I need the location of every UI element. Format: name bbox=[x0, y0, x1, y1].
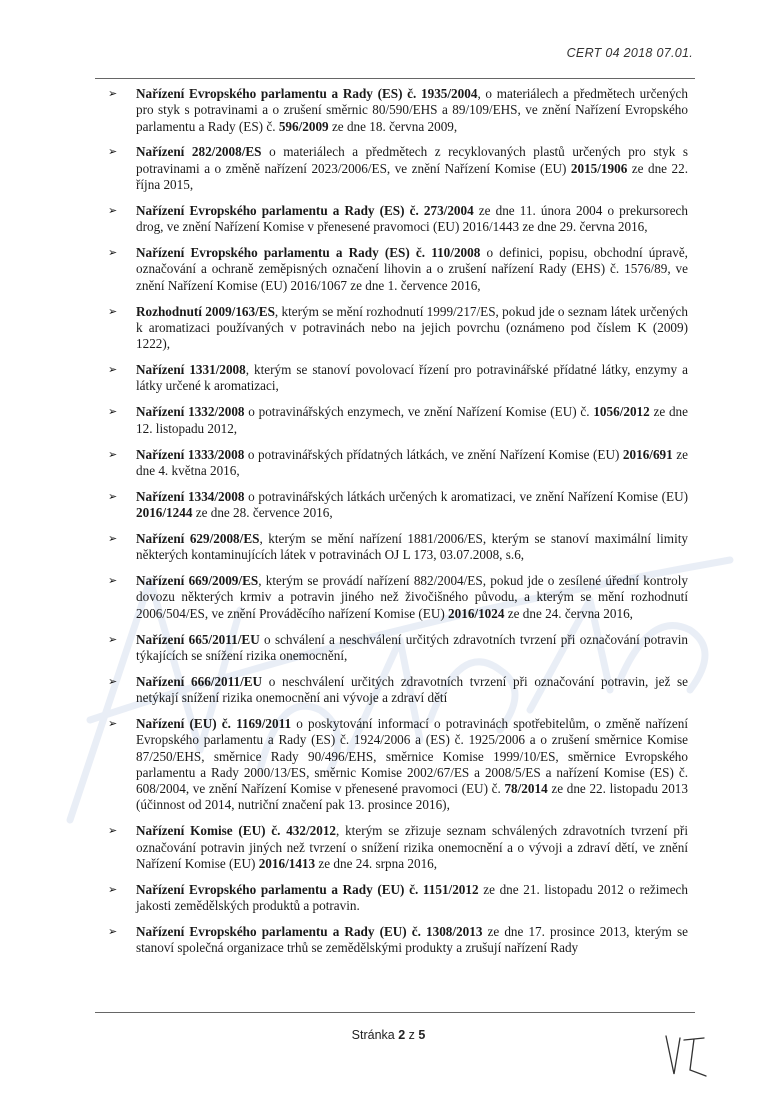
arrow-bullet-icon: ➢ bbox=[108, 531, 118, 545]
arrow-bullet-icon: ➢ bbox=[108, 716, 118, 730]
list-item: ➢ Nařízení Evropského parlamentu a Rady (ES) č. 273/2004 ze dne 11. února 2004 o prekursorech drog, ve znění Nařízení Komise v přenesené pravomoci (EU) 2016/1443 ze dne 29. června 2016, bbox=[108, 202, 688, 235]
list-item: ➢ Nařízení (EU) č. 1169/2011 o poskytování informací o potravinách spotřebitelům, o změně nařízení Evropského parlamentu a Rady (ES) č. 1924/2006 a (ES) č. 1925/2006 a o zrušení směrnice Komise 87/250/EHS, směrnice Rady 90/496/EHS, směrnice Komise 1999/10/ES, směrnice Evropského parlamentu a Rady 2000/13/ES, směrnic Komise 2002/67/ES a 2008/5/ES a nařízení Komise (ES) č. 608/2004, ve znění Nařízení Komise v přenesené pravomoci (EU) č. 78/2014 ze dne 22. listopadu 2013 (účinnost od 2014, nutriční značení pak 13. prosince 2016), bbox=[108, 715, 688, 813]
arrow-bullet-icon: ➢ bbox=[108, 405, 118, 419]
arrow-bullet-icon: ➢ bbox=[108, 924, 118, 938]
arrow-bullet-icon: ➢ bbox=[108, 489, 118, 503]
arrow-bullet-icon: ➢ bbox=[108, 574, 118, 588]
arrow-bullet-icon: ➢ bbox=[108, 824, 118, 838]
list-item: ➢ Nařízení 282/2008/ES o materiálech a předmětech z recyklovaných plastů určených pro styk s potravinami a o změně nařízení 2023/2006/ES, ve znění Nařízení Komise (EU) 2015/1906 ze dne 22. října 2015, bbox=[108, 144, 688, 193]
list-item: ➢ Nařízení 665/2011/EU o schválení a neschválení určitých zdravotních tvrzení při označování potravin týkajících se snížení rizika onemocnění, bbox=[108, 631, 688, 663]
list-item: ➢ Nařízení 669/2009/ES, kterým se provádí nařízení 882/2004/ES, pokud jde o zesílené úřední kontroly dovozu některých krmiv a potravin jiného než živočišného původu, a kterým se mění rozhodnutí 2006/504/ES, ve znění Prováděcího nařízení Komise (EU) 2016/1024 ze dne 24. června 2016, bbox=[108, 573, 688, 621]
list-item: ➢ Nařízení Evropského parlamentu a Rady (EU) č. 1151/2012 ze dne 21. listopadu 2012 o režimech jakosti zemědělských produktů a potravin. bbox=[108, 881, 688, 914]
list-item: ➢ Nařízení Komise (EU) č. 432/2012, kterým se zřizuje seznam schválených zdravotních tvrzení při označování potravin jiných než tvrzení o snížení rizika onemocnění a o vývoji a zdraví dětí, ve znění Nařízení Komise (EU) 2016/1413 ze dne 24. srpna 2016, bbox=[108, 823, 688, 871]
arrow-bullet-icon: ➢ bbox=[108, 882, 118, 896]
list-item: ➢ Nařízení Evropského parlamentu a Rady (EU) č. 1308/2013 ze dne 17. prosince 2013, kterým se stanoví společná organizace trhů se zemědělskými produkty a zrušují nařízení Rady bbox=[108, 923, 688, 956]
list-item: ➢ Nařízení Evropského parlamentu a Rady (ES) č. 1935/2004, o materiálech a předmětech určených pro styk s potravinami a o zrušení směrnic 80/590/EHS a 89/109/EHS, ve znění Nařízení Evropského parlamentu a Rady (ES) č. 596/2009 ze dne 18. června 2009, bbox=[108, 86, 688, 134]
list-item: ➢ Nařízení 1332/2008 o potravinářských enzymech, ve znění Nařízení Komise (EU) č. 1056/2012 ze dne 12. listopadu 2012, bbox=[108, 404, 688, 436]
list-item: ➢ Nařízení 629/2008/ES, kterým se mění nařízení 1881/2006/ES, kterým se stanoví maximální limity některých kontaminujících látek v potravinách OJ L 173, 03.07.2008, s.6, bbox=[108, 530, 688, 563]
arrow-bullet-icon: ➢ bbox=[108, 203, 118, 217]
list-item: ➢ Rozhodnutí 2009/163/ES, kterým se mění rozhodnutí 1999/217/ES, pokud jde o seznam látek určených k aromatizaci používaných v potravinách nebo na jejich povrchu (oznámeno pod číslem K (2009) 1222), bbox=[108, 303, 688, 352]
arrow-bullet-icon: ➢ bbox=[108, 87, 118, 100]
arrow-bullet-icon: ➢ bbox=[108, 632, 118, 646]
arrow-bullet-icon: ➢ bbox=[108, 145, 118, 159]
arrow-bullet-icon: ➢ bbox=[108, 304, 118, 318]
list-item: ➢ Nařízení Evropského parlamentu a Rady (ES) č. 110/2008 o definici, popisu, obchodní úpravě, označování a ochraně zeměpisných označení lihovin a o zrušení nařízení Rady (EHS) č. 1576/89, ve znění Nařízení Komise (EU) 2016/1067 ze dne 1. července 2016, bbox=[108, 245, 688, 293]
handwritten-signature bbox=[660, 1030, 710, 1080]
arrow-bullet-icon: ➢ bbox=[108, 363, 118, 377]
arrow-bullet-icon: ➢ bbox=[108, 674, 118, 688]
arrow-bullet-icon: ➢ bbox=[108, 447, 118, 461]
list-item: ➢ Nařízení 666/2011/EU o neschválení určitých zdravotních tvrzení při označování potravin, jež se netýkají snížení rizika onemocnění ani vývoje a zdraví dětí bbox=[108, 673, 688, 706]
list-item: ➢ Nařízení 1331/2008, kterým se stanoví povolovací řízení pro potravinářské přídatné látky, enzymy a látky určené k aromatizaci, bbox=[108, 362, 688, 394]
list-item: ➢ Nařízení 1333/2008 o potravinářských přídatných látkách, ve znění Nařízení Komise (EU) 2016/691 ze dne 4. května 2016, bbox=[108, 446, 688, 478]
regulation-list bbox=[108, 86, 688, 966]
header-divider bbox=[95, 78, 695, 79]
page-number: Stránka 2 z 5 bbox=[351, 1028, 426, 1042]
arrow-bullet-icon: ➢ bbox=[108, 246, 118, 260]
document-code: CERT 04 2018 07.01. bbox=[566, 46, 693, 60]
footer-divider bbox=[95, 1012, 695, 1013]
list-item: ➢ Nařízení 1334/2008 o potravinářských látkách určených k aromatizaci, ve znění Nařízení Komise (EU) 2016/1244 ze dne 28. července 2016, bbox=[108, 488, 688, 520]
